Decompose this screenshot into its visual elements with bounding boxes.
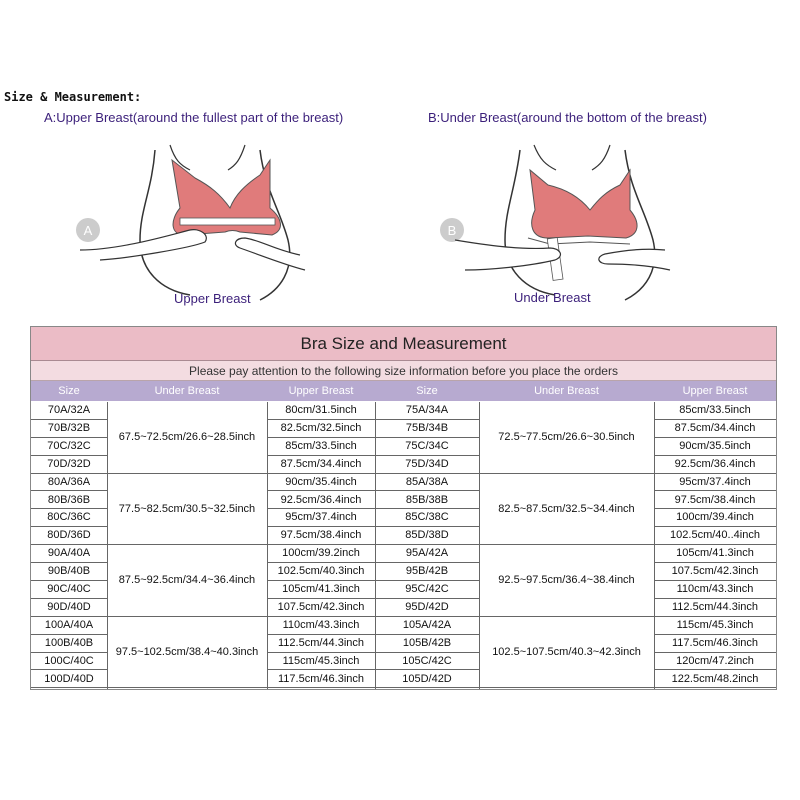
under-breast-illustration	[430, 130, 730, 310]
upper-breast-illustration	[60, 130, 360, 310]
upper-left-cell: 102.5cm/40.3inch	[267, 563, 375, 581]
size-left-cell: 80C/36C	[31, 509, 107, 527]
size-right-cell: 105C/42C	[375, 653, 479, 671]
under-breast-caption: Under Breast	[514, 290, 591, 305]
size-left-cell: 100A/40A	[31, 617, 107, 635]
badge-b-icon	[440, 218, 464, 242]
upper-left-cell: 95cm/37.4inch	[267, 509, 375, 527]
size-left-cell: 100D/40D	[31, 671, 107, 689]
upper-breast-instruction: A:Upper Breast(around the fullest part of the breast)	[44, 110, 344, 125]
under-left-range: 87.5~92.5cm/34.4~36.4inch	[107, 545, 267, 617]
upper-left-cell: 117.5cm/46.3inch	[267, 671, 375, 689]
under-right-range: 92.5~97.5cm/36.4~38.4inch	[479, 545, 654, 617]
size-left-cell: 80B/36B	[31, 492, 107, 510]
size-left-cell: 90D/40D	[31, 599, 107, 617]
page-title: Size & Measurement:	[4, 90, 142, 104]
size-left-cell: 100B/40B	[31, 635, 107, 653]
size-right-cell: 95A/42A	[375, 545, 479, 563]
upper-right-cell: 97.5cm/38.4inch	[654, 492, 776, 510]
upper-right-cell: 110cm/43.3inch	[654, 581, 776, 599]
header-size-right: Size	[416, 385, 438, 397]
size-right-cell: 85A/38A	[375, 474, 479, 492]
size-left-cell: 90B/40B	[31, 563, 107, 581]
under-right-range: 102.5~107.5cm/40.3~42.3inch	[479, 617, 654, 689]
size-left-cell: 70D/32D	[31, 456, 107, 474]
size-right-cell: 105B/42B	[375, 635, 479, 653]
size-right-cell: 75B/34B	[375, 420, 479, 438]
size-left-cell: 70C/32C	[31, 438, 107, 456]
size-right-cell: 95B/42B	[375, 563, 479, 581]
upper-breast-caption: Upper Breast	[174, 291, 251, 306]
upper-left-cell: 85cm/33.5inch	[267, 438, 375, 456]
size-right-cell: 105D/42D	[375, 671, 479, 689]
header-under-right: Under Breast	[534, 385, 599, 397]
upper-right-cell: 92.5cm/36.4inch	[654, 456, 776, 474]
under-left-range: 97.5~102.5cm/38.4~40.3inch	[107, 617, 267, 689]
upper-right-cell: 87.5cm/34.4inch	[654, 420, 776, 438]
upper-left-cell: 82.5cm/32.5inch	[267, 420, 375, 438]
header-size-left: Size	[58, 385, 80, 397]
under-left-range: 77.5~82.5cm/30.5~32.5inch	[107, 474, 267, 546]
svg-text:B: B	[447, 223, 457, 238]
upper-right-cell: 120cm/47.2inch	[654, 653, 776, 671]
upper-right-cell: 112.5cm/44.3inch	[654, 599, 776, 617]
size-left-cell: 90C/40C	[31, 581, 107, 599]
upper-left-cell: 112.5cm/44.3inch	[267, 635, 375, 653]
table-notice: Please pay attention to the following size information before you place the orders	[31, 361, 776, 381]
svg-text:A: A	[83, 223, 93, 238]
size-left-cell: 90A/40A	[31, 545, 107, 563]
upper-right-cell: 105cm/41.3inch	[654, 545, 776, 563]
size-right-cell: 75C/34C	[375, 438, 479, 456]
upper-left-cell: 80cm/31.5inch	[267, 402, 375, 420]
size-right-cell: 95C/42C	[375, 581, 479, 599]
upper-left-cell: 97.5cm/38.4inch	[267, 527, 375, 545]
header-upper-left: Upper Breast	[288, 385, 354, 397]
size-right-cell: 85C/38C	[375, 509, 479, 527]
table-header-row	[31, 381, 776, 401]
upper-left-cell: 115cm/45.3inch	[267, 653, 375, 671]
under-right-range: 82.5~87.5cm/32.5~34.4inch	[479, 474, 654, 546]
upper-right-cell: 90cm/35.5inch	[654, 438, 776, 456]
upper-right-cell: 117.5cm/46.3inch	[654, 635, 776, 653]
upper-left-cell: 100cm/39.2inch	[267, 545, 375, 563]
upper-left-cell: 107.5cm/42.3inch	[267, 599, 375, 617]
under-right-range: 72.5~77.5cm/26.6~30.5inch	[479, 402, 654, 474]
upper-right-cell: 107.5cm/42.3inch	[654, 563, 776, 581]
size-left-cell: 80A/36A	[31, 474, 107, 492]
size-right-cell: 85B/38B	[375, 492, 479, 510]
size-left-cell: 100C/40C	[31, 653, 107, 671]
badge-a-icon	[76, 218, 100, 242]
upper-left-cell: 105cm/41.3inch	[267, 581, 375, 599]
upper-left-cell: 92.5cm/36.4inch	[267, 492, 375, 510]
size-right-cell: 95D/42D	[375, 599, 479, 617]
upper-right-cell: 115cm/45.3inch	[654, 617, 776, 635]
upper-right-cell: 122.5cm/48.2inch	[654, 671, 776, 689]
size-table	[30, 326, 777, 690]
upper-right-cell: 85cm/33.5inch	[654, 402, 776, 420]
upper-right-cell: 102.5cm/40..4inch	[654, 527, 776, 545]
size-right-cell: 75A/34A	[375, 402, 479, 420]
upper-right-cell: 100cm/39.4inch	[654, 509, 776, 527]
under-breast-instruction: B:Under Breast(around the bottom of the breast)	[428, 110, 707, 125]
size-left-cell: 70A/32A	[31, 402, 107, 420]
upper-left-cell: 110cm/43.3inch	[267, 617, 375, 635]
header-under-left: Under Breast	[154, 385, 220, 397]
size-right-cell: 85D/38D	[375, 527, 479, 545]
size-left-cell: 80D/36D	[31, 527, 107, 545]
upper-left-cell: 90cm/35.4inch	[267, 474, 375, 492]
upper-right-cell: 95cm/37.4inch	[654, 474, 776, 492]
size-right-cell: 75D/34D	[375, 456, 479, 474]
upper-left-cell: 87.5cm/34.4inch	[267, 456, 375, 474]
size-left-cell: 70B/32B	[31, 420, 107, 438]
header-upper-right: Upper Breast	[682, 385, 748, 397]
under-left-range: 67.5~72.5cm/26.6~28.5inch	[107, 402, 267, 474]
table-title: Bra Size and Measurement	[31, 327, 776, 361]
size-right-cell: 105A/42A	[375, 617, 479, 635]
